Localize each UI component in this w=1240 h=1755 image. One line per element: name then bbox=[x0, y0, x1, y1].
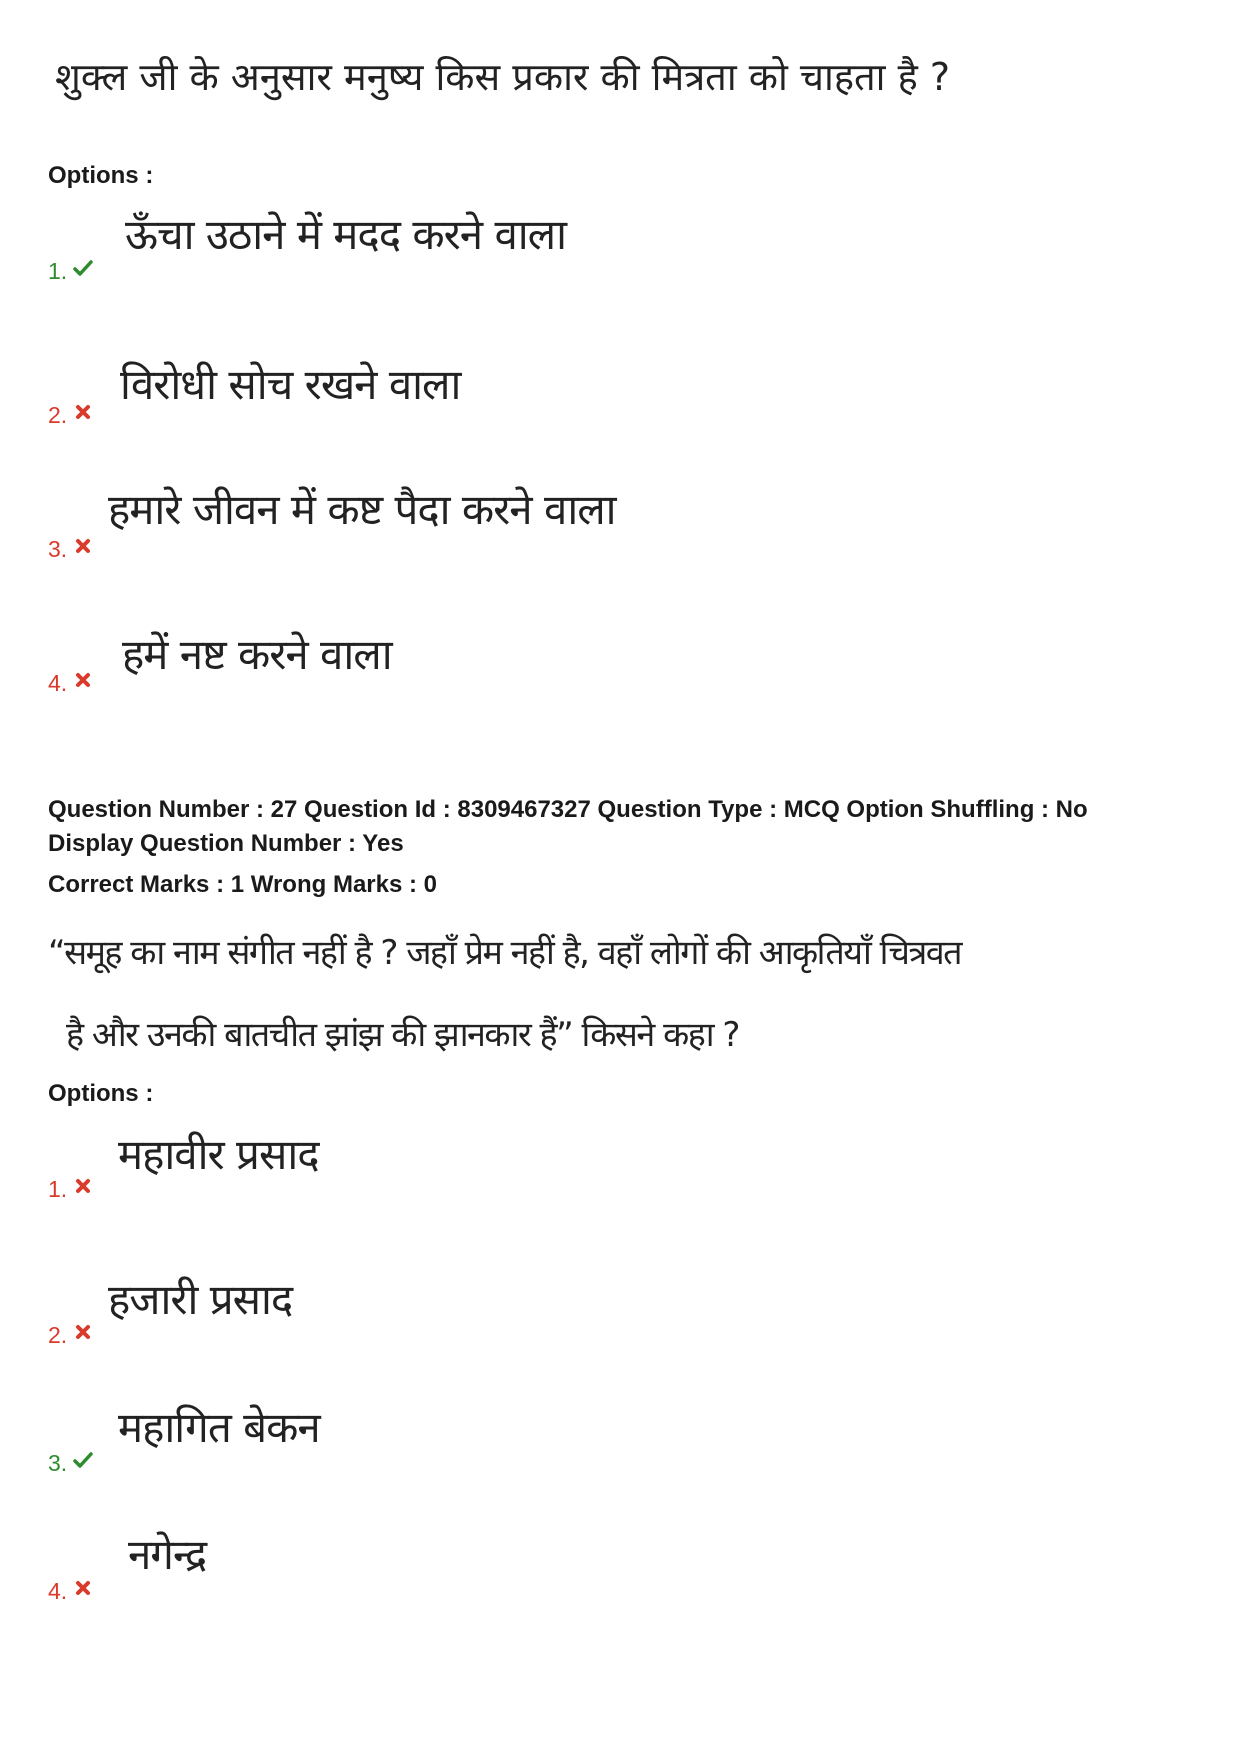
q26-option-4-num: 4. bbox=[48, 670, 68, 696]
q27-option-4-number bbox=[48, 1578, 93, 1605]
cross-icon bbox=[73, 670, 93, 690]
q26-option-1-text: ऊँचा उठाने में मदद करने वाला bbox=[125, 210, 567, 259]
q27-option-1-text: महावीर प्रसाद bbox=[118, 1130, 319, 1179]
q27-option-2-text: हजारी प्रसाद bbox=[108, 1275, 293, 1324]
q26-option-3-text: हमारे जीवन में कष्ट पैदा करने वाला bbox=[108, 485, 616, 534]
check-icon bbox=[73, 1450, 93, 1470]
cross-icon bbox=[73, 1578, 93, 1598]
q26-option-2-text: विरोधी सोच रखने वाला bbox=[120, 360, 461, 409]
question-27-meta: Question Number : 27 Question Id : 8309467327 Question Type : MCQ Option Shuffling : No bbox=[48, 796, 1088, 823]
q27-option-2-num: 2. bbox=[48, 1322, 68, 1348]
q27-option-1-num: 1. bbox=[48, 1176, 68, 1202]
check-icon bbox=[73, 258, 93, 278]
q26-option-4-text: हमें नष्ट करने वाला bbox=[122, 630, 392, 679]
q27-option-3-number bbox=[48, 1450, 93, 1477]
cross-icon bbox=[73, 1322, 93, 1342]
q26-option-3-number bbox=[48, 536, 93, 563]
q26-option-2-number bbox=[48, 402, 93, 429]
q27-option-3-text: महागित बेकन bbox=[118, 1403, 320, 1452]
options-label-q27: Options : bbox=[48, 1080, 154, 1107]
q26-option-4-number bbox=[48, 670, 93, 697]
q27-option-4-num: 4. bbox=[48, 1578, 68, 1604]
cross-icon bbox=[73, 1176, 93, 1196]
q27-option-3-num: 3. bbox=[48, 1450, 68, 1476]
options-label-q26: Options : bbox=[48, 162, 154, 189]
q26-option-2-num: 2. bbox=[48, 402, 68, 428]
cross-icon bbox=[73, 536, 93, 556]
q26-option-1-number bbox=[48, 258, 93, 285]
q26-option-3-num: 3. bbox=[48, 536, 68, 562]
q26-option-1-num: 1. bbox=[48, 258, 68, 284]
question-27-text-line-2: है और उनकी बातचीत झांझ की झानकार हैं” किसने कहा ? bbox=[66, 1015, 739, 1055]
q27-option-2-number bbox=[48, 1322, 93, 1349]
question-26-text: शुक्ल जी के अनुसार मनुष्य किस प्रकार की मित्रता को चाहता है ? bbox=[55, 55, 951, 99]
q27-option-1-number bbox=[48, 1176, 93, 1203]
question-27-display-number: Display Question Number : Yes bbox=[48, 830, 404, 857]
q27-option-4-text: नगेन्द्र bbox=[128, 1530, 207, 1579]
question-27-marks: Correct Marks : 1 Wrong Marks : 0 bbox=[48, 871, 438, 898]
cross-icon bbox=[73, 402, 93, 422]
question-27-text-line-1: “समूह का नाम संगीत नहीं है ? जहाँ प्रेम नहीं है, वहाँ लोगों की आकृतियाँ चित्रवत bbox=[48, 933, 962, 973]
